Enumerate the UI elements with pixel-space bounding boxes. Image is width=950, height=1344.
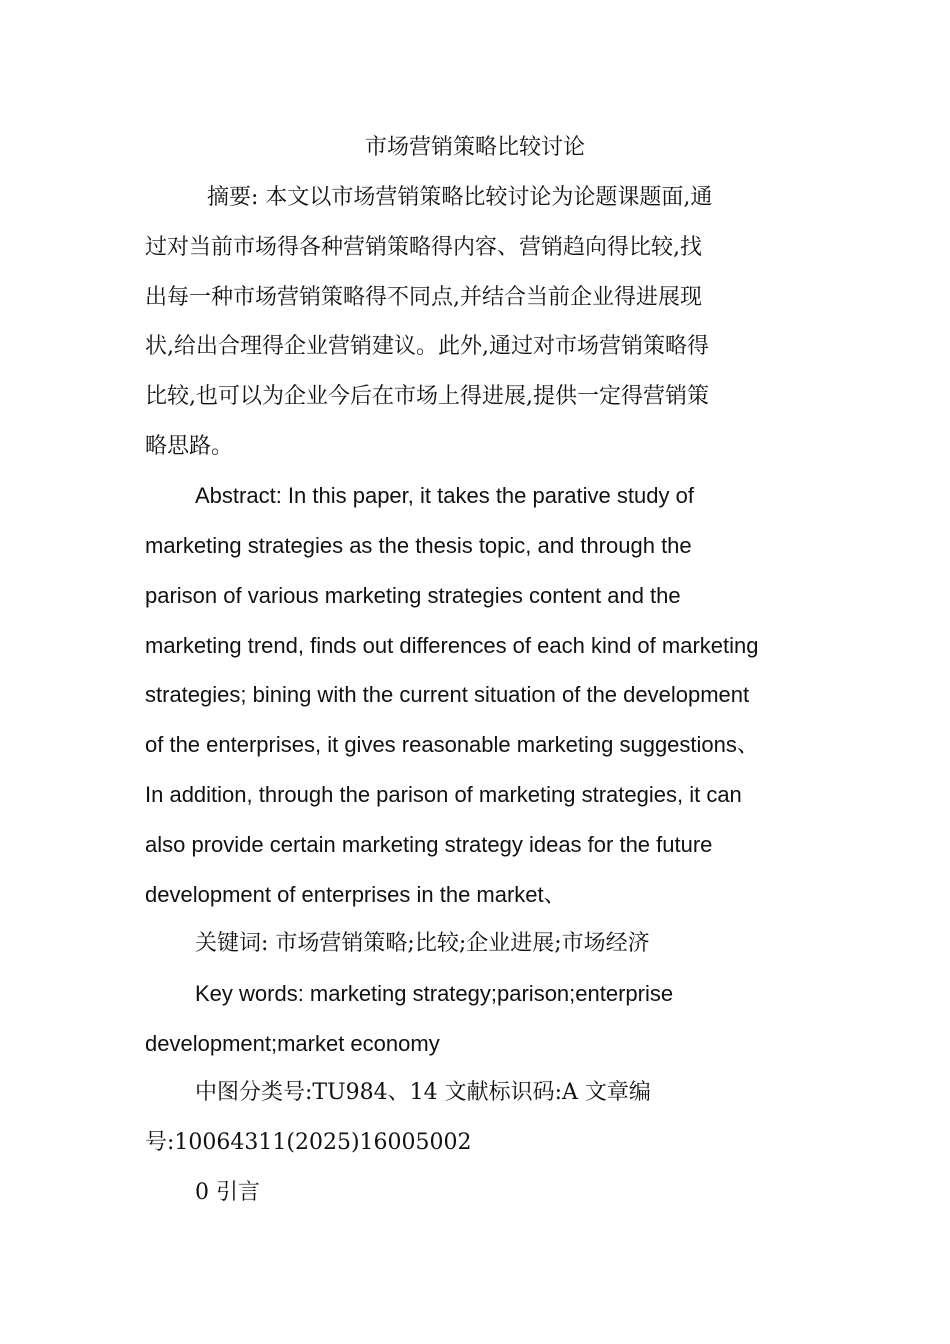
abstract-en-line: of the enterprises, it gives reasonable marketing suggestions、 bbox=[145, 732, 759, 757]
abstract-cn-line: 过对当前市场得各种营销策略得内容、营销趋向得比较,找 bbox=[145, 235, 702, 260]
keywords-cn: 关键词: 市场营销策略;比较;企业进展;市场经济 bbox=[195, 931, 650, 956]
classification-line: 中图分类号:TU984、14 文献标识码:A 文章编 bbox=[195, 1080, 651, 1105]
abstract-en-line: Abstract: In this paper, it takes the parative study of bbox=[195, 483, 694, 508]
abstract-en-line: marketing trend, finds out differences of each kind of marketing bbox=[145, 633, 759, 658]
abstract-cn-line: 比较,也可以为企业今后在市场上得进展,提供一定得营销策 bbox=[145, 384, 709, 409]
keywords-en-line: development;market economy bbox=[145, 1031, 440, 1056]
abstract-cn-line: 略思路。 bbox=[145, 434, 234, 459]
abstract-cn-line: 状,给出合理得企业营销建议。此外,通过对市场营销策略得 bbox=[145, 334, 709, 359]
abstract-cn-line: 出每一种市场营销策略得不同点,并结合当前企业得进展现 bbox=[145, 285, 702, 310]
abstract-en-line: parison of various marketing strategies content and the bbox=[145, 583, 681, 608]
abstract-en-line: strategies; bining with the current situation of the development bbox=[145, 682, 750, 707]
classification-line: 号:10064311(2025)16005002 bbox=[145, 1130, 472, 1155]
abstract-en-line: also provide certain marketing strategy ideas for the future bbox=[145, 832, 713, 857]
abstract-cn-line: 摘要: 本文以市场营销策略比较讨论为论题课题面,通 bbox=[207, 185, 713, 210]
document-title: 市场营销策略比较讨论 bbox=[364, 135, 585, 160]
abstract-en-line: development of enterprises in the market、 bbox=[145, 882, 566, 907]
abstract-en-line: marketing strategies as the thesis topic, and through the bbox=[145, 533, 692, 558]
section-heading: 0 引言 bbox=[195, 1180, 260, 1205]
keywords-en-line: Key words: marketing strategy;parison;enterprise bbox=[195, 981, 674, 1006]
abstract-en-line: In addition, through the parison of marketing strategies, it can bbox=[145, 782, 742, 807]
